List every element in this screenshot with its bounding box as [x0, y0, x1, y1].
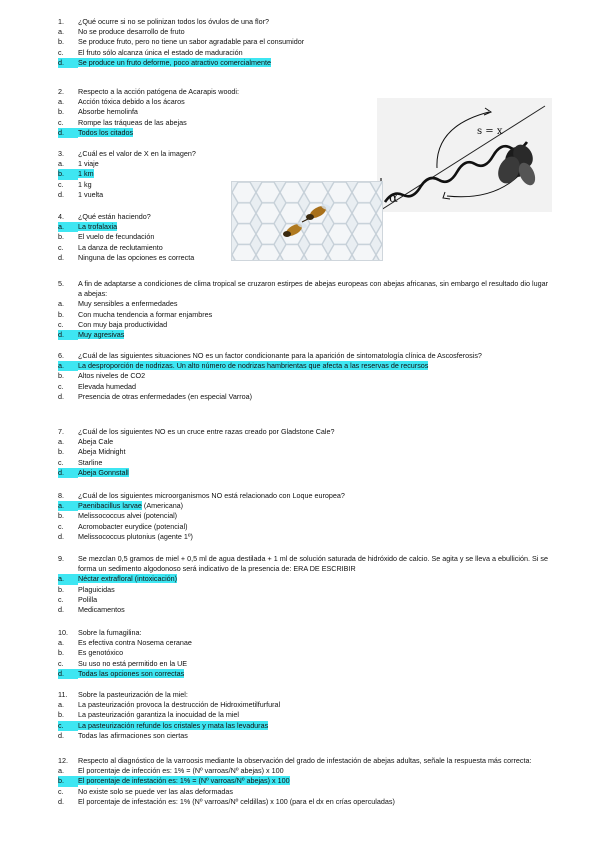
option-letter: c. [58, 179, 64, 189]
option-letter: b. [58, 511, 64, 521]
answer-option [58, 787, 548, 797]
option-text: Muy sensibles a enfermedades [78, 299, 178, 309]
option-letter: d. [58, 391, 64, 401]
option-text: Es efectiva contra Nosema ceranae [78, 638, 192, 648]
option-text: La pasteurización refunde los cristales y mata las levaduras [78, 720, 269, 730]
option-text: El porcentaje de infección es: 1% = (Nº varroas/Nº abejas) x 100 [78, 766, 284, 776]
option-text: Todas las opciones son correctas [78, 668, 185, 678]
answer-option-correct [58, 501, 548, 511]
question-number: 1. [58, 17, 64, 26]
question-text: Respecto al diagnóstico de la varroosis mediante la observación del grado de infestación de abejas adultas, señale la respuesta más correcta: [78, 756, 532, 765]
answer-option [58, 37, 548, 47]
option-letter: c. [58, 721, 78, 731]
question-number: 9. [58, 554, 64, 563]
answer-option [58, 766, 548, 776]
question-block [58, 351, 548, 402]
option-letter: b. [58, 447, 64, 457]
question-stem [58, 628, 548, 638]
option-text: Altos niveles de CO2 [78, 371, 146, 381]
question-text: ¿Cuál de los siguientes microorganismos NO está relacionado con Loque europea? [78, 491, 345, 500]
option-letter: a. [58, 501, 78, 511]
option-letter: a. [58, 437, 64, 447]
answer-option [58, 659, 548, 669]
answer-option-correct [58, 574, 548, 584]
question-block [58, 628, 548, 679]
option-letter: c. [58, 117, 64, 127]
option-text: La trofalaxia [78, 222, 118, 232]
option-text: Abeja Gonnstall [78, 467, 129, 477]
option-text: Se produce fruto, pero no tiene un sabor agradable para el consumidor [78, 37, 305, 47]
question-text: Respecto a la acción patógena de Acarapis woodi: [78, 87, 240, 96]
question-stem [58, 87, 548, 97]
option-text: Plaguicidas [78, 584, 115, 594]
answer-option-correct [58, 330, 548, 340]
option-text: Acción tóxica debido a los ácaros [78, 97, 185, 107]
option-text: 1 kg [78, 179, 92, 189]
option-letter: a. [58, 574, 78, 584]
answer-option [58, 107, 548, 117]
question-block [58, 279, 548, 340]
question-number: 4. [58, 212, 64, 221]
question-stem [58, 279, 548, 299]
answer-option [58, 232, 548, 242]
answer-option [58, 605, 548, 615]
option-text: Elevada humedad [78, 381, 136, 391]
option-letter: b. [58, 107, 64, 117]
option-letter: d. [58, 730, 64, 740]
answer-option [58, 190, 548, 200]
question-stem [58, 149, 548, 159]
option-text: No existe solo se puede ver las alas deformadas [78, 786, 234, 796]
question-stem [58, 17, 548, 27]
question-text: ¿Qué ocurre si no se polinizan todos los óvulos de una flor? [78, 17, 269, 26]
question-stem [58, 212, 548, 222]
answer-option-correct [58, 169, 548, 179]
option-letter: c. [58, 594, 64, 604]
option-letter: a. [58, 700, 64, 710]
option-text: Con muy baja productividad [78, 319, 168, 329]
question-text: Sobre la fumagilina: [78, 628, 142, 637]
option-letter: d. [58, 330, 78, 340]
option-text: La pasteurización garantiza la inocuidad de la miel [78, 710, 240, 720]
option-letter: b. [58, 37, 64, 47]
option-text: Acromobacter eurydice (potencial) [78, 521, 188, 531]
option-letter: a. [58, 361, 78, 371]
option-letter: a. [58, 299, 64, 309]
option-text: La danza de reclutamiento [78, 242, 163, 252]
option-letter: c. [58, 786, 64, 796]
option-letter: d. [58, 252, 64, 262]
answer-option [58, 320, 548, 330]
option-text: El porcentaje de infestación es: 1% (Nº varroas/Nº celdillas) x 100 (para el dx en crías operculadas) [78, 796, 395, 806]
question-number: 7. [58, 427, 64, 436]
option-letter: d. [58, 128, 78, 138]
option-letter: d. [58, 796, 64, 806]
option-text: 1 viaje [78, 159, 99, 169]
option-letter: a. [58, 222, 78, 232]
option-text: El fruto sólo alcanza única el estado de maduración [78, 47, 243, 57]
option-letter: b. [58, 648, 64, 658]
angle-label: α [389, 191, 398, 206]
question-number: 3. [58, 149, 64, 158]
option-letter: a. [58, 766, 64, 776]
answer-option [58, 638, 548, 648]
answer-option [58, 585, 548, 595]
option-text: El porcentaje de infestación es: 1% = (Nº varroas/Nº abejas) x 100 [78, 776, 290, 786]
answer-option [58, 310, 548, 320]
question-number: 11. [58, 690, 68, 699]
option-letter: b. [58, 309, 64, 319]
option-text: Muy agresivas [78, 330, 125, 340]
option-text: Melissococcus alvei (potencial) [78, 511, 178, 521]
question-text: A fin de adaptarse a condiciones de clima tropical se cruzaron estirpes de abejas europeas con abejas africanas, sin embargo el resultado dio lugar a abejas: [78, 279, 548, 299]
option-text: Se produce un fruto deforme, poco atractivo comercialmente [78, 57, 271, 67]
question-block [58, 756, 548, 807]
option-letter: d. [58, 189, 64, 199]
question-text: Se mezclan 0,5 gramos de miel + 0,5 ml de agua destilada + 1 ml de solución saturada de hidróxido de calcio. Se agita y se lleva a ebullición. Si se forma un sedimento algodonoso será indicativo de la presencia de: ERA DE ESCRIBIR [78, 554, 548, 574]
question-number: 10. [58, 628, 68, 637]
answer-option [58, 532, 548, 542]
option-letter: b. [58, 232, 64, 242]
option-letter: a. [58, 159, 64, 169]
option-text: 1 vuelta [78, 189, 104, 199]
question-block [58, 554, 548, 615]
answer-option [58, 437, 548, 447]
option-text: 1 km [78, 169, 94, 179]
option-letter: c. [58, 658, 64, 668]
answer-option-correct [58, 128, 548, 138]
option-text: Absorbe hemolinfa [78, 107, 138, 117]
option-letter: c. [58, 521, 64, 531]
option-letter: d. [58, 58, 78, 68]
option-text: Medicamentos [78, 605, 125, 615]
question-stem [58, 427, 548, 437]
answer-option [58, 118, 548, 128]
option-letter: d. [58, 605, 64, 615]
option-text: El vuelo de fecundación [78, 232, 155, 242]
answer-option [58, 299, 548, 309]
question-block [58, 690, 548, 741]
answer-option-correct [58, 468, 548, 478]
answer-option-correct [58, 669, 548, 679]
question-text: ¿Cuál de las siguientes situaciones NO es un factor condicionante para la aparición de sintomatología clínica de Ascosferosis? [78, 351, 482, 360]
distance-label: s = x [477, 126, 503, 137]
answer-option [58, 710, 548, 720]
answer-option [58, 48, 548, 58]
answer-option [58, 97, 548, 107]
question-number: 8. [58, 491, 64, 500]
option-text: Néctar extrafloral (intoxicación) [78, 574, 178, 584]
option-letter: c. [58, 319, 64, 329]
question-block [58, 87, 548, 138]
answer-option [58, 648, 548, 658]
answer-option [58, 243, 548, 253]
question-number: 6. [58, 351, 64, 360]
option-text: Polilla [78, 594, 98, 604]
answer-option [58, 392, 548, 402]
option-letter: b. [58, 776, 78, 786]
question-block [58, 427, 548, 478]
question-text: Sobre la pasteurización de la miel: [78, 690, 188, 699]
answer-option [58, 159, 548, 169]
option-text: Es genotóxico [78, 648, 124, 658]
option-text: Presencia de otras enfermedades (en especial Varroa) [78, 391, 253, 401]
option-letter: d. [58, 669, 78, 679]
question-number: 5. [58, 279, 64, 288]
option-letter: b. [58, 169, 78, 179]
answer-option [58, 700, 548, 710]
question-stem [58, 491, 548, 501]
question-block [58, 149, 548, 200]
answer-option [58, 797, 548, 807]
question-text: ¿Cuál de los siguientes NO es un cruce entre razas creado por Gladstone Cale? [78, 427, 335, 436]
option-letter: c. [58, 381, 64, 391]
question-text: ¿Cuál es el valor de X en la imagen? [78, 149, 196, 158]
question-stem [58, 690, 548, 700]
answer-option [58, 458, 548, 468]
question-block [58, 491, 548, 542]
question-number: 12. [58, 756, 68, 765]
option-letter: c. [58, 47, 64, 57]
option-letter: a. [58, 27, 64, 37]
answer-option [58, 447, 548, 457]
option-text: La pasteurización provoca la destrucción de Hidroximetilfurfural [78, 700, 281, 710]
question-text: ¿Qué están haciendo? [78, 212, 151, 221]
option-text: No se produce desarrollo de fruto [78, 27, 185, 37]
answer-option [58, 180, 548, 190]
option-letter: a. [58, 97, 64, 107]
option-text: Starline [78, 457, 103, 467]
question-stem [58, 554, 548, 574]
answer-option [58, 522, 548, 532]
answer-option-correct [58, 222, 548, 232]
option-letter: d. [58, 468, 78, 478]
answer-option [58, 27, 548, 37]
option-letter: b. [58, 710, 64, 720]
question-block [58, 212, 548, 263]
question-stem [58, 756, 548, 766]
answer-option-correct [58, 721, 548, 731]
answer-option [58, 595, 548, 605]
option-text: Abeja Cale [78, 437, 114, 447]
answer-option-correct [58, 361, 548, 371]
option-suffix: (Americana) [141, 501, 184, 511]
option-letter: b. [58, 371, 64, 381]
option-text: Ninguna de las opciones es correcta [78, 252, 195, 262]
option-letter: a. [58, 638, 64, 648]
question-block [58, 17, 548, 68]
option-text: Su uso no está permitido en la UE [78, 658, 188, 668]
option-text: Rompe las tráqueas de las abejas [78, 117, 187, 127]
answer-option-correct [58, 776, 548, 786]
answer-option [58, 731, 548, 741]
option-text: La desproporción de nodrizas. Un alto número de nodrizas hambrientas que afecta a las reservas de recursos [78, 361, 429, 371]
option-text: Paenibacillus larvae [78, 501, 142, 511]
option-text: Todas las afirmaciones son ciertas [78, 730, 188, 740]
question-stem [58, 351, 548, 361]
option-letter: d. [58, 531, 64, 541]
option-text: Con mucha tendencia a formar enjambres [78, 309, 213, 319]
question-number: 2. [58, 87, 64, 96]
option-text: Todos los citados [78, 127, 134, 137]
answer-option [58, 511, 548, 521]
option-text: Melissococcus plutonius (agente 1º) [78, 531, 193, 541]
answer-option [58, 253, 548, 263]
option-letter: c. [58, 457, 64, 467]
option-letter: b. [58, 584, 64, 594]
answer-option [58, 371, 548, 381]
option-letter: c. [58, 242, 64, 252]
option-text: Abeja Midnight [78, 447, 126, 457]
answer-option [58, 382, 548, 392]
answer-option-correct [58, 58, 548, 68]
